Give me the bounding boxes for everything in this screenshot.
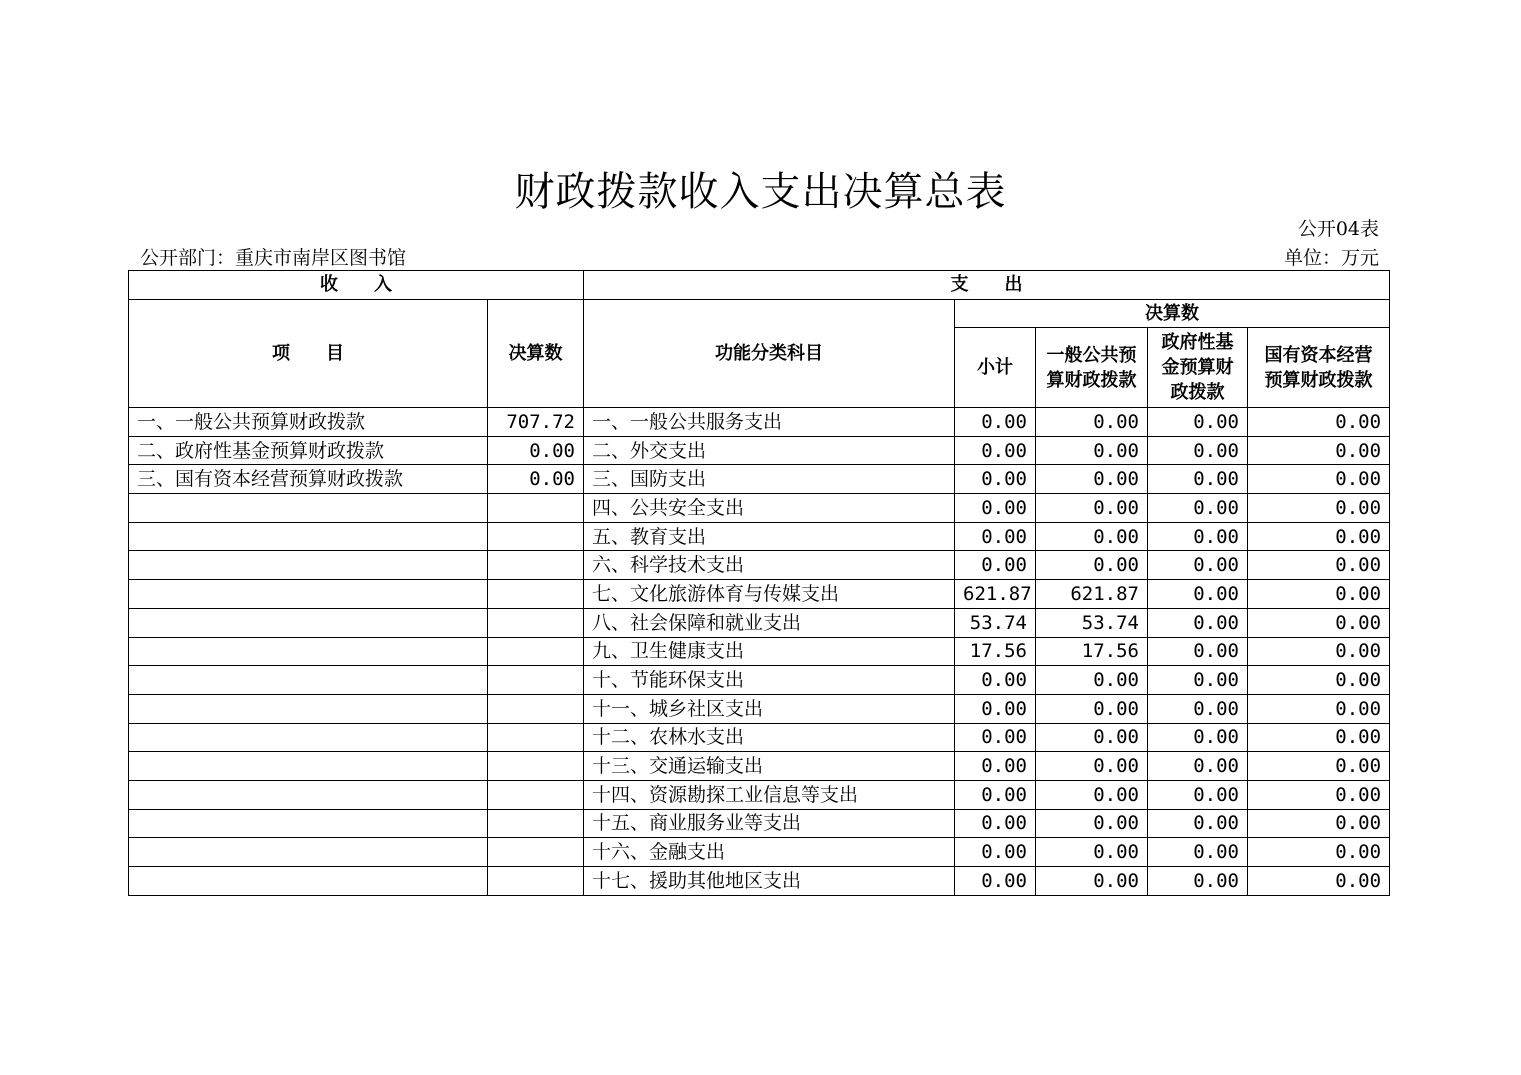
subtotal-cell: 0.00	[955, 723, 1036, 752]
table-row	[129, 666, 1390, 695]
general-budget-cell: 0.00	[1036, 723, 1148, 752]
final-amount-header: 决算数	[955, 300, 1390, 328]
income-item-cell	[129, 494, 488, 523]
table-body	[129, 408, 1390, 896]
table-row	[129, 608, 1390, 637]
table-row	[129, 465, 1390, 494]
general-budget-cell: 0.00	[1036, 494, 1148, 523]
expense-item-cell: 一、一般公共服务支出	[584, 408, 955, 437]
expense-item-cell: 十四、资源勘探工业信息等支出	[584, 780, 955, 809]
gov-fund-cell: 0.00	[1148, 436, 1248, 465]
table-row	[129, 723, 1390, 752]
income-amount-cell	[488, 637, 584, 666]
subtotal-cell: 0.00	[955, 436, 1036, 465]
income-amount-cell	[488, 694, 584, 723]
state-capital-cell: 0.00	[1248, 666, 1390, 695]
subtotal-cell: 0.00	[955, 551, 1036, 580]
income-amount-cell	[488, 522, 584, 551]
gov-fund-cell: 0.00	[1148, 522, 1248, 551]
expense-item-cell: 四、公共安全支出	[584, 494, 955, 523]
income-item-cell: 三、国有资本经营预算财政拨款	[129, 465, 488, 494]
subtotal-cell: 53.74	[955, 608, 1036, 637]
subtotal-cell: 0.00	[955, 408, 1036, 437]
subtotal-cell: 0.00	[955, 809, 1036, 838]
income-amount-cell	[488, 780, 584, 809]
subtotal-cell: 0.00	[955, 494, 1036, 523]
gov-fund-cell: 0.00	[1148, 780, 1248, 809]
subtotal-cell: 621.87	[955, 580, 1036, 609]
state-capital-cell: 0.00	[1248, 637, 1390, 666]
income-amount-cell	[488, 580, 584, 609]
income-amount-cell	[488, 752, 584, 781]
income-item-cell	[129, 752, 488, 781]
expense-item-cell: 十、节能环保支出	[584, 666, 955, 695]
general-budget-cell: 0.00	[1036, 522, 1148, 551]
income-item-cell	[129, 608, 488, 637]
expense-header: 支 出	[584, 271, 1390, 300]
income-amount-cell: 0.00	[488, 465, 584, 494]
gov-fund-cell: 0.00	[1148, 838, 1248, 867]
state-capital-cell: 0.00	[1248, 838, 1390, 867]
table-row	[129, 580, 1390, 609]
subtotal-cell: 0.00	[955, 752, 1036, 781]
department-label: 公开部门：重庆市南岸区图书馆	[140, 247, 407, 269]
income-item-cell	[129, 809, 488, 838]
expense-item-cell: 十五、商业服务业等支出	[584, 809, 955, 838]
gov-fund-cell: 0.00	[1148, 867, 1248, 896]
income-item-cell	[129, 867, 488, 896]
state-capital-cell: 0.00	[1248, 580, 1390, 609]
subtotal-cell: 0.00	[955, 522, 1036, 551]
general-budget-cell: 0.00	[1036, 867, 1148, 896]
gov-fund-cell: 0.00	[1148, 637, 1248, 666]
table-row	[129, 694, 1390, 723]
general-budget-cell: 0.00	[1036, 408, 1148, 437]
table-row	[129, 637, 1390, 666]
income-amount-cell	[488, 608, 584, 637]
expense-item-cell: 八、社会保障和就业支出	[584, 608, 955, 637]
income-amount-cell	[488, 494, 584, 523]
table-row	[129, 752, 1390, 781]
income-amount-cell	[488, 838, 584, 867]
general-budget-cell: 0.00	[1036, 838, 1148, 867]
expense-item-cell: 七、文化旅游体育与传媒支出	[584, 580, 955, 609]
general-budget-cell: 0.00	[1036, 551, 1148, 580]
subtotal-cell: 0.00	[955, 780, 1036, 809]
gov-fund-cell: 0.00	[1148, 752, 1248, 781]
income-header: 收 入	[129, 271, 584, 300]
page-title: 财政拨款收入支出决算总表	[514, 169, 1007, 215]
expense-item-cell: 十二、农林水支出	[584, 723, 955, 752]
gov-fund-cell: 0.00	[1148, 408, 1248, 437]
gov-fund-header: 政府性基金预算财政拨款	[1148, 328, 1248, 408]
table-row	[129, 522, 1390, 551]
gov-fund-cell: 0.00	[1148, 723, 1248, 752]
income-item-cell	[129, 637, 488, 666]
table-row	[129, 551, 1390, 580]
state-capital-cell: 0.00	[1248, 752, 1390, 781]
income-amount-cell	[488, 867, 584, 896]
state-capital-cell: 0.00	[1248, 494, 1390, 523]
income-amount-cell: 0.00	[488, 436, 584, 465]
gov-fund-cell: 0.00	[1148, 580, 1248, 609]
state-capital-cell: 0.00	[1248, 809, 1390, 838]
state-capital-header: 国有资本经营预算财政拨款	[1248, 328, 1390, 408]
table-row	[129, 780, 1390, 809]
table-row	[129, 809, 1390, 838]
expense-item-cell: 十三、交通运输支出	[584, 752, 955, 781]
expense-item-cell: 五、教育支出	[584, 522, 955, 551]
gov-fund-cell: 0.00	[1148, 666, 1248, 695]
state-capital-cell: 0.00	[1248, 436, 1390, 465]
expense-item-cell: 十六、金融支出	[584, 838, 955, 867]
state-capital-cell: 0.00	[1248, 867, 1390, 896]
expense-item-cell: 九、卫生健康支出	[584, 637, 955, 666]
table-row	[129, 436, 1390, 465]
income-amount-cell	[488, 723, 584, 752]
income-item-cell	[129, 551, 488, 580]
income-item-cell	[129, 694, 488, 723]
income-item-cell	[129, 780, 488, 809]
state-capital-cell: 0.00	[1248, 608, 1390, 637]
subtotal-cell: 0.00	[955, 867, 1036, 896]
general-budget-cell: 0.00	[1036, 465, 1148, 494]
general-budget-cell: 0.00	[1036, 780, 1148, 809]
expense-item-cell: 三、国防支出	[584, 465, 955, 494]
general-budget-cell: 621.87	[1036, 580, 1148, 609]
state-capital-cell: 0.00	[1248, 522, 1390, 551]
expense-item-cell: 十七、援助其他地区支出	[584, 867, 955, 896]
general-budget-cell: 0.00	[1036, 752, 1148, 781]
general-budget-cell: 0.00	[1036, 694, 1148, 723]
gov-fund-cell: 0.00	[1148, 551, 1248, 580]
subtotal-cell: 0.00	[955, 465, 1036, 494]
unit-label: 单位：万元	[1283, 247, 1379, 269]
func-category-header: 功能分类科目	[584, 300, 955, 408]
gov-fund-cell: 0.00	[1148, 494, 1248, 523]
subtotal-cell: 0.00	[955, 838, 1036, 867]
table-row	[129, 838, 1390, 867]
state-capital-cell: 0.00	[1248, 694, 1390, 723]
income-amount-cell	[488, 809, 584, 838]
income-item-cell: 二、政府性基金预算财政拨款	[129, 436, 488, 465]
state-capital-cell: 0.00	[1248, 465, 1390, 494]
income-item-cell	[129, 666, 488, 695]
income-amount-cell: 707.72	[488, 408, 584, 437]
income-amount-cell	[488, 551, 584, 580]
state-capital-cell: 0.00	[1248, 408, 1390, 437]
table-row	[129, 408, 1390, 437]
table-row	[129, 494, 1390, 523]
subtotal-cell: 0.00	[955, 666, 1036, 695]
expense-item-cell: 十一、城乡社区支出	[584, 694, 955, 723]
gov-fund-cell: 0.00	[1148, 465, 1248, 494]
subtotal-cell: 0.00	[955, 694, 1036, 723]
general-budget-cell: 0.00	[1036, 809, 1148, 838]
income-amount-cell	[488, 666, 584, 695]
general-budget-cell: 0.00	[1036, 666, 1148, 695]
gov-fund-cell: 0.00	[1148, 694, 1248, 723]
general-budget-header: 一般公共预算财政拨款	[1036, 328, 1148, 408]
general-budget-cell: 17.56	[1036, 637, 1148, 666]
gov-fund-cell: 0.00	[1148, 608, 1248, 637]
expense-item-cell: 二、外交支出	[584, 436, 955, 465]
table-row	[129, 867, 1390, 896]
income-item-cell	[129, 723, 488, 752]
state-capital-cell: 0.00	[1248, 551, 1390, 580]
general-budget-cell: 0.00	[1036, 436, 1148, 465]
budget-table	[128, 270, 1390, 896]
general-budget-cell: 53.74	[1036, 608, 1148, 637]
subtotal-header: 小计	[955, 328, 1036, 408]
form-number: 公开04表	[1297, 218, 1379, 240]
state-capital-cell: 0.00	[1248, 723, 1390, 752]
item-header: 项 目	[129, 300, 488, 408]
income-item-cell	[129, 580, 488, 609]
gov-fund-cell: 0.00	[1148, 809, 1248, 838]
subtotal-cell: 17.56	[955, 637, 1036, 666]
income-item-cell	[129, 838, 488, 867]
state-capital-cell: 0.00	[1248, 780, 1390, 809]
income-item-cell	[129, 522, 488, 551]
amount-header: 决算数	[488, 300, 584, 408]
income-item-cell: 一、一般公共预算财政拨款	[129, 408, 488, 437]
expense-item-cell: 六、科学技术支出	[584, 551, 955, 580]
